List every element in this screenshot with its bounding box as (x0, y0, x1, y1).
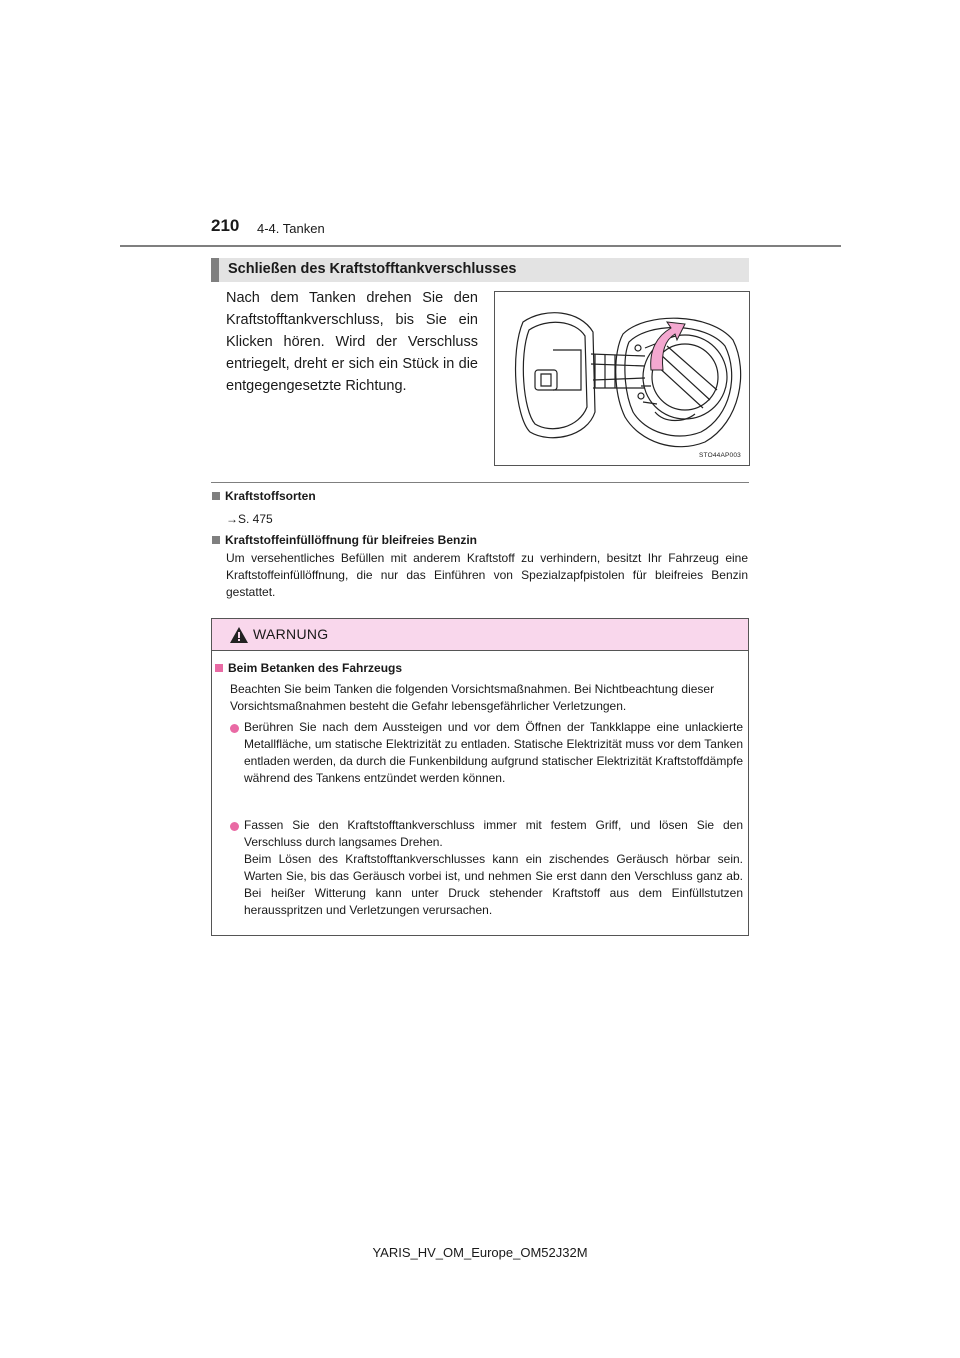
square-bullet-icon (212, 492, 220, 500)
section-heading-bar (211, 258, 219, 282)
warning-bullet: Fassen Sie den Kraftstofftankverschluss immer mit festem Griff, und lösen Sie den Verschluss durch langsames Drehen. (244, 818, 743, 849)
section-heading (211, 258, 749, 282)
fuel-cap-figure (494, 291, 750, 466)
warning-bullet: Berühren Sie nach dem Aussteigen und vor dem Öffnen der Tankklappe eine unlackierte Metallfläche, um statische Elektrizität zu entladen. Statische Elektrizität muss vor dem Tanken entladen werden, da durch die Funkenbildung aufgrund statischer Elektrizität Kraftstoffdämpfe während des Tankens entzündet werden können. (244, 720, 743, 785)
warning-bullet-continued: Beim Lösen des Kraftstofftankverschlusses kann ein zischendes Geräusch hörbar sein. Warten Sie, bis das Geräusch vorbei ist, und nehmen Sie erst dann den Verschluss ganz ab. Bei heißer Witterung kann unter Druck stehender Kraftstoff aus dem Einfüllstutzen herausspritzen und Verletzungen verursachen. (244, 852, 743, 917)
warning-heading-text: Beim Betanken des Fahrzeugs (228, 661, 403, 675)
item-body: Um versehentliches Befüllen mit anderem Kraftstoff zu verhindern, besitzt Ihr Fahrzeug eine Kraftstoffeinfüllöffnung, die nur das Einführen von Spezialzapfpistolen für bleifreies Benzin gestattet. (226, 551, 748, 599)
page-number: 210 (211, 216, 240, 235)
item-kraftstoffsorten (212, 489, 316, 503)
square-bullet-icon (212, 536, 220, 544)
section-heading-text: Schließen des Kraftstofftankverschlusses (228, 261, 517, 277)
warning-heading (215, 661, 402, 675)
content-divider (211, 482, 749, 483)
page-reference-link[interactable]: →S. 475 (226, 512, 273, 526)
document-footer: YARIS_HV_OM_Europe_OM52J32M (372, 1245, 588, 1260)
bullet-dot-icon (230, 822, 239, 831)
fuel-cap-illustration (495, 292, 749, 465)
warning-triangle-icon (229, 626, 249, 644)
warning-header (212, 619, 748, 651)
header-divider (120, 245, 841, 247)
intro-paragraph: Nach dem Tanken drehen Sie den Kraftstofftankverschluss, bis Sie ein Klicken hören. Wird der Verschluss entriegelt, dreht er sich ein Stück in die entgegengesetzte Richtung. (226, 290, 478, 394)
section-label: 4-4. Tanken (257, 221, 325, 236)
warning-title: WARNUNG (253, 626, 329, 642)
warning-intro: Beachten Sie beim Tanken die folgenden Vorsichtsmaßnahmen. Bei Nichtbeachtung dieser Vorsichtsmaßnahmen besteht die Gefahr lebensgefährlicher Verletzungen. (230, 682, 715, 713)
item-title: Kraftstoffeinfüllöffnung für bleifreies Benzin (225, 533, 477, 547)
item-title: Kraftstoffsorten (225, 489, 316, 503)
figure-code: STO44AP003 (699, 452, 741, 459)
bullet-dot-icon (230, 724, 239, 733)
item-einfuelloeffnung (212, 533, 477, 547)
square-bullet-icon (215, 664, 223, 672)
warning-box (211, 618, 749, 936)
